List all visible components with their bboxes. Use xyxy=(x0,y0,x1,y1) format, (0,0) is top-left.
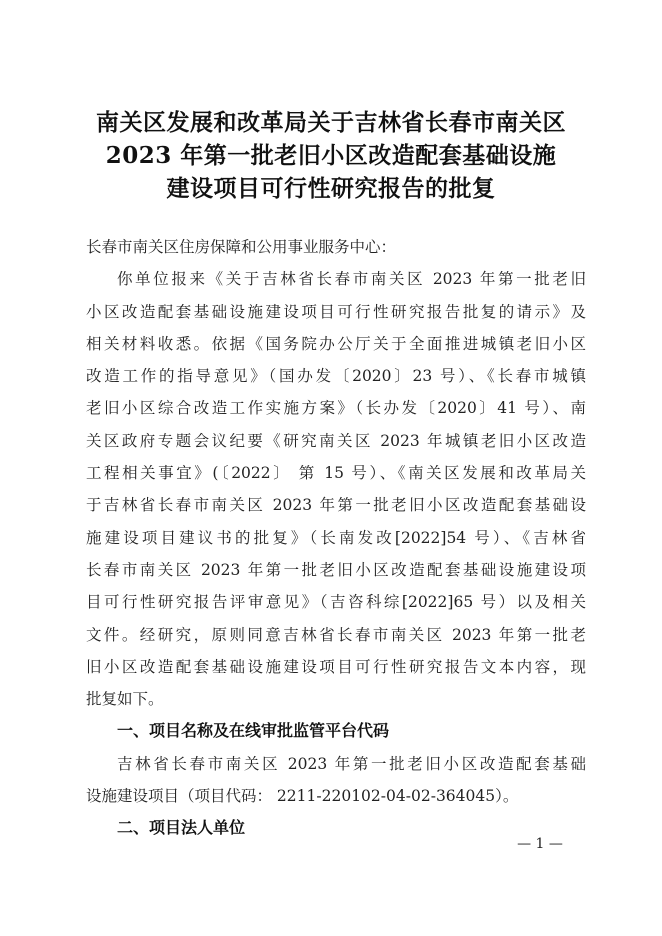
page-number: — 1 — xyxy=(517,836,563,852)
paragraph-1-line: 施建设项目建议书的批复》（长南发改[2022]54 号）、《吉林省 xyxy=(86,528,586,547)
section-1-line: 设施建设项目（项目代码： 2211-220102-04-02-364045）。 xyxy=(86,787,519,806)
title-line-1: 南关区发展和改革局关于吉林省长春市南关区 xyxy=(96,109,566,136)
paragraph-1-line: 工程相关事宜》(〔2022〕 第 15 号）、《南关区发展和改革局关 xyxy=(86,464,586,483)
paragraph-1-line: 长春市南关区 2023 年第一批老旧小区改造配套基础设施建设项 xyxy=(86,560,586,579)
title-line-2: 2023 年第一批老旧小区改造配套基础设施 xyxy=(105,142,557,169)
paragraph-1-line: 于吉林省长春市南关区 2023 年第一批老旧小区改造配套基础设 xyxy=(86,496,586,515)
paragraph-1-line: 你单位报来《关于吉林省长春市南关区 2023 年第一批老旧 xyxy=(117,270,586,289)
paragraph-1-line: 批复如下。 xyxy=(86,690,164,709)
paragraph-1-line: 文件。经研究，原则同意吉林省长春市南关区 2023 年第一批老 xyxy=(86,625,586,644)
paragraph-1-line: 关区政府专题会议纪要《研究南关区 2023 年城镇老旧小区改造 xyxy=(86,431,586,450)
document-body xyxy=(86,231,586,845)
paragraph-1-line: 相关材料收悉。依据《国务院办公厅关于全面推进城镇老旧小区 xyxy=(86,334,586,353)
paragraph-1-line: 老旧小区综合改造工作实施方案》（长办发〔2020〕41 号）、南 xyxy=(86,399,586,418)
addressee: 长春市南关区住房保障和公用事业服务中心： xyxy=(86,238,397,256)
document-title xyxy=(60,106,602,205)
section-1-line: 吉林省长春市南关区 2023 年第一批老旧小区改造配套基础 xyxy=(117,754,586,773)
paragraph-1-line: 目可行性研究报告评审意见》（吉咨科综[2022]65 号）以及相关 xyxy=(86,593,586,612)
paragraph-1-line: 旧小区改造配套基础设施建设项目可行性研究报告文本内容，现 xyxy=(86,657,586,676)
title-line-3: 建设项目可行性研究报告的批复 xyxy=(166,175,496,202)
paragraph-1-line: 改造工作的指导意见》（国办发〔2020〕23 号）、《长春市城镇 xyxy=(86,367,586,386)
section-2-heading: 二、项目法人单位 xyxy=(117,818,246,838)
paragraph-1-line: 小区改造配套基础设施建设项目可行性研究报告批复的请示》及 xyxy=(86,302,586,321)
section-1-heading: 一、项目名称及在线审批监管平台代码 xyxy=(117,721,390,741)
